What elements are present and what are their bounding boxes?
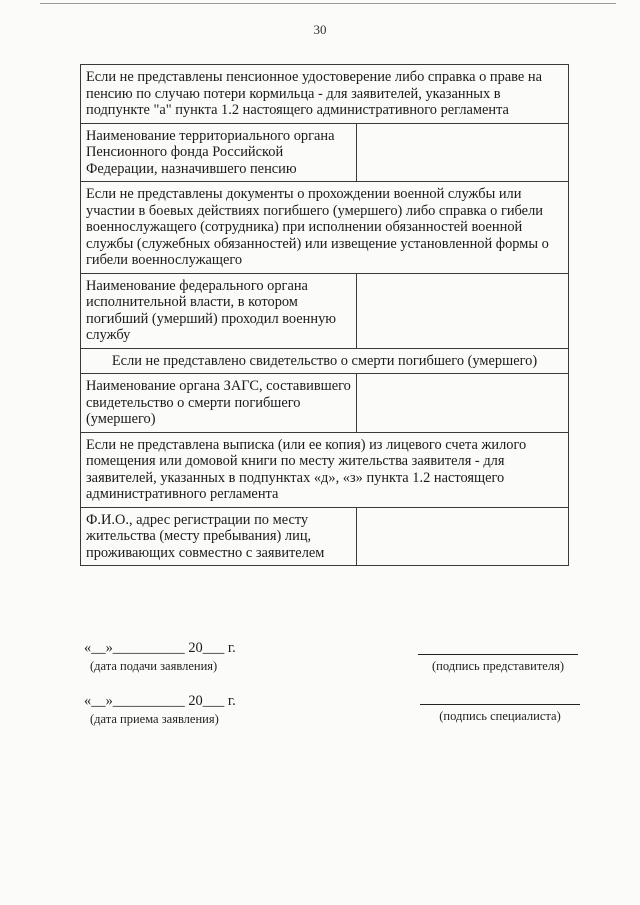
representative-signature-line[interactable] (418, 654, 578, 655)
acceptance-date-block (84, 693, 236, 727)
pension-fund-body-label: Наименование территориального органа Пенсионного фонда Российской Федерации, назначившего пенсию (81, 123, 357, 182)
table-row (81, 65, 569, 124)
cohabitants-field[interactable] (357, 507, 569, 566)
pension-certificate-condition: Если не представлены пенсионное удостоверение либо справка о праве на пенсию по случаю потери кормильца - для заявителей, указанных в подпункте "а" пункта 1.2 настоящего административного регламента (81, 65, 569, 124)
table-row (81, 432, 569, 507)
table-row (81, 182, 569, 274)
pension-fund-body-field[interactable] (357, 123, 569, 182)
submission-date-caption: (дата подачи заявления) (90, 659, 218, 673)
death-certificate-condition: Если не представлено свидетельство о смерти погибшего (умершего) (81, 348, 569, 374)
specialist-signature-line[interactable] (420, 704, 580, 705)
registry-office-field[interactable] (357, 374, 569, 433)
registry-office-label: Наименование органа ЗАГС, составившего свидетельство о смерти погибшего (умершего) (81, 374, 357, 433)
table-row (81, 273, 569, 348)
specialist-signature-block (420, 704, 580, 724)
federal-body-label: Наименование федерального органа исполнительной власти, в котором погибший (умерший) проходил военную службу (81, 273, 357, 348)
specialist-signature-caption: (подпись специалиста) (439, 709, 561, 723)
table-row (81, 348, 569, 374)
cohabitants-label: Ф.И.О., адрес регистрации по месту жительства (месту пребывания) лиц, проживающих совместно с заявителем (81, 507, 357, 566)
representative-signature-caption: (подпись представителя) (431, 659, 564, 673)
military-service-condition: Если не представлены документы о прохождении военной службы или участии в боевых действиях погибшего (умершего) либо справка о гибели военнослужащего (сотрудника) при исполнении обязанностей военной службы (служебных обязанностей) или извещение установленной формы о гибели военнослужащего (81, 182, 569, 274)
acceptance-date-field[interactable]: «__»__________ 20___ г. (84, 693, 236, 709)
table-row (81, 507, 569, 566)
federal-body-field[interactable] (357, 273, 569, 348)
account-extract-condition: Если не представлена выписка (или ее копия) из лицевого счета жилого помещения или домовой книги по месту жительства заявителя - для заявителей, указанных в подпунктах «д», «з» пункта 1.2 настоящего административного регламента (81, 432, 569, 507)
acceptance-date-caption: (дата приема заявления) (90, 712, 219, 726)
table-row (81, 123, 569, 182)
page-number: 30 (313, 22, 327, 37)
top-rule (40, 3, 616, 4)
submission-date-field[interactable]: «__»__________ 20___ г. (84, 640, 236, 656)
table-row (81, 374, 569, 433)
representative-signature-block (418, 654, 578, 674)
submission-date-block (84, 640, 236, 674)
application-form-table (80, 64, 569, 566)
